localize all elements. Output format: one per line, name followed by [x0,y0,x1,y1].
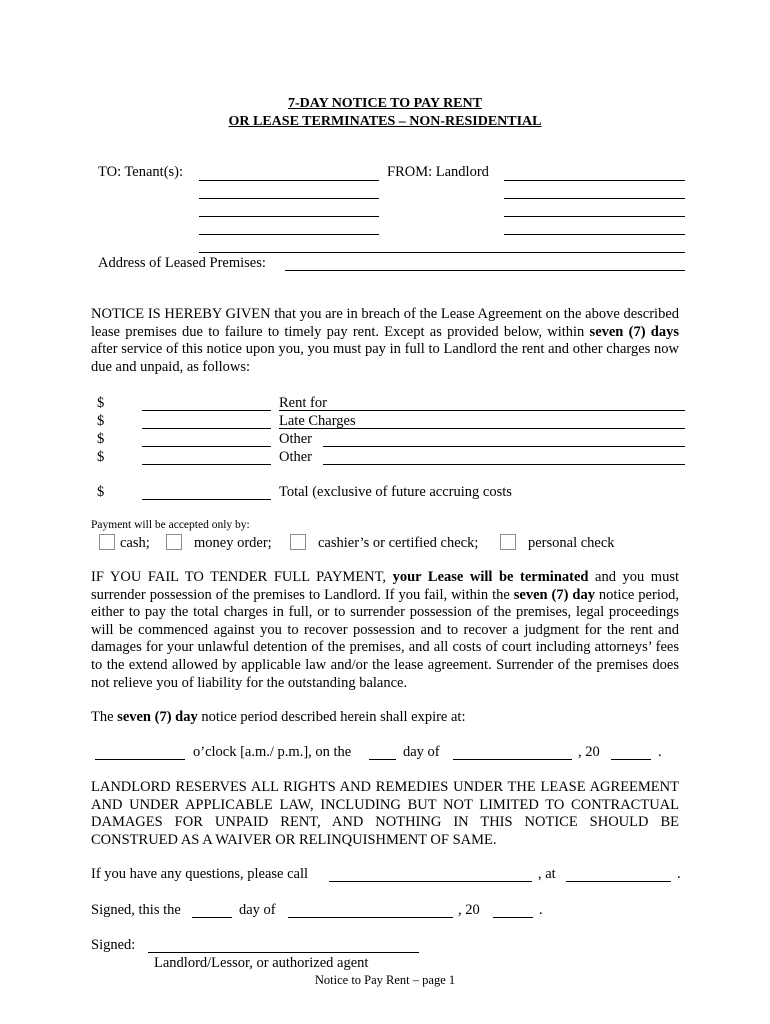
signed-day-field[interactable] [192,917,232,918]
failure-paragraph [91,569,679,692]
late-description-field[interactable] [279,428,685,429]
cashiers-check-option-label: cashier’s or certified check; [318,535,479,551]
title-line-1: 7-DAY NOTICE TO PAY RENT [288,96,482,111]
late-amount-field[interactable] [142,428,271,429]
cashiers-check-checkbox[interactable] [290,534,306,550]
questions-contact-field[interactable] [329,881,532,882]
signature-caption: Landlord/Lessor, or authorized agent [154,955,369,971]
total-amount-field[interactable] [142,499,271,500]
failure-text-b: and you must surrender possession of the premises to Landlord. If you fail, within the [91,569,680,603]
notice-text-bold: seven (7) days [589,323,679,340]
signature-label: Signed: [91,937,136,953]
personal-check-option-label: personal check [528,535,615,551]
late-charges-label: Late Charges [279,413,356,429]
other2-description-field[interactable] [323,464,685,465]
personal-check-checkbox[interactable] [500,534,516,550]
other2-dollar-sign: $ [97,449,105,465]
failure-text-bold-1: your Lease will be terminated [392,569,589,585]
signed-month-field[interactable] [288,917,453,918]
other1-description-field[interactable] [323,446,685,447]
expire-text-a: The [91,709,118,725]
other1-amount-field[interactable] [142,446,271,447]
signed-day-of-label: day of [239,902,276,918]
questions-period: . [677,866,681,882]
signed-year-prefix: , 20 [458,902,480,918]
other1-label: Other [279,431,313,447]
to-tenant-label: TO: Tenant(s): [98,164,184,180]
title-line-2: OR LEASE TERMINATES – NON-RESIDENTIAL [228,114,542,129]
late-dollar-sign: $ [97,413,105,429]
rent-dollar-sign: $ [97,395,105,411]
expire-year-prefix: , 20 [578,744,600,760]
tenant-line-2[interactable] [199,198,379,199]
expire-month-field[interactable] [453,759,572,760]
failure-text-a: IF YOU FAIL TO TENDER FULL PAYMENT, [91,569,393,585]
expire-year-field[interactable] [611,759,651,760]
signed-year-field[interactable] [493,917,533,918]
notice-paragraph [91,306,679,376]
address-line-2[interactable] [285,270,685,271]
expire-period: . [658,744,662,760]
signed-date-label: Signed, this the [91,902,181,918]
tenant-line-1[interactable] [199,180,379,181]
tenant-line-3[interactable] [199,216,379,217]
expire-day-field[interactable] [369,759,396,760]
signature-field[interactable] [148,952,419,953]
other2-label: Other [279,449,313,465]
other2-amount-field[interactable] [142,464,271,465]
from-landlord-label: FROM: Landlord [387,164,489,180]
other1-dollar-sign: $ [97,431,105,447]
questions-label: If you have any questions, please call [91,866,309,882]
questions-phone-field[interactable] [566,881,671,882]
expire-statement [91,709,465,726]
expire-text-b: notice period described herein shall expire at: [197,709,466,725]
rent-description-field[interactable] [279,410,685,411]
rent-amount-field[interactable] [142,410,271,411]
notice-text-b: after service of this notice upon you, you must pay in full to Landlord the rent and other charges now due and unpaid, as follows: [91,341,679,375]
expire-text-bold: seven (7) day [117,709,198,725]
address-label: Address of Leased Premises: [98,255,266,271]
failure-text-bold-2: seven (7) day [513,586,595,603]
landlord-line-2[interactable] [504,198,685,199]
failure-text-c: notice period, either to pay the total charges in full, or to surrender possession of the premises, legal proceedings will be commenced against you to recover possession and to recover a judgment for the rent and damages for your unlawful detention of the premises, and all costs of court including attorneys’ fees to the extend allowed by applicable law and/or the lease agreement. Surrender of the premises does not relieve you of liability for the outstanding balance. [91,586,679,691]
expire-hour-field[interactable] [95,759,185,760]
page-footer: Notice to Pay Rent – page 1 [314,973,456,987]
money-order-checkbox[interactable] [166,534,182,550]
reserves-paragraph: LANDLORD RESERVES ALL RIGHTS AND REMEDIES UNDER THE LEASE AGREEMENT AND UNDER APPLICABLE LAW, INCLUDING BUT NOT LIMITED TO CONTRACTUAL DAMAGES FOR UNPAID RENT, AND NOTHING IN THIS NOTICE SHOULD BE CONSTRUED AS A WAIVER OR RELINQUISHMENT OF SAME. [91,779,679,848]
landlord-line-1[interactable] [504,180,685,181]
questions-at-label: , at [538,866,556,882]
signed-period: . [539,902,543,918]
cash-option-label: cash; [120,535,150,551]
rent-label: Rent for [279,395,327,411]
cash-checkbox[interactable] [99,534,115,550]
landlord-line-3[interactable] [504,216,685,217]
notice-text-a: NOTICE IS HEREBY GIVEN that you are in breach of the Lease Agreement on the above described lease premises due to failure to timely pay rent. Except as provided below, within [91,306,679,340]
money-order-option-label: money order; [194,535,272,551]
landlord-line-4[interactable] [504,234,685,235]
tenant-line-4[interactable] [199,234,379,235]
oclock-label: o’clock [a.m./ p.m.], on the [193,744,352,760]
total-label: Total (exclusive of future accruing costs [279,484,512,500]
total-dollar-sign: $ [97,484,105,500]
address-line-1[interactable] [199,252,685,253]
expire-day-of-label: day of [403,744,440,760]
payment-heading: Payment will be accepted only by: [91,519,250,531]
